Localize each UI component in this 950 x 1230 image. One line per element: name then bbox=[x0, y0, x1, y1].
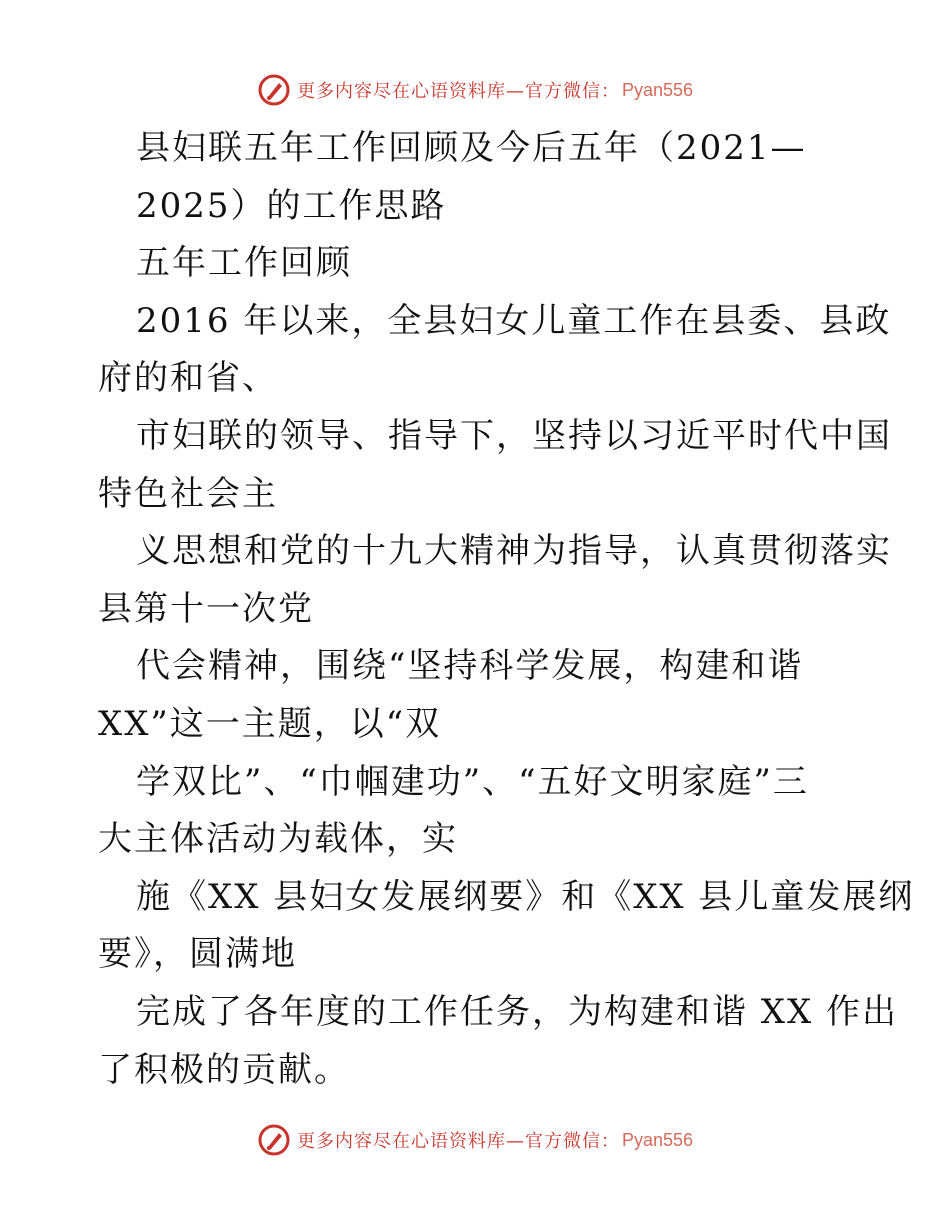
footer-banner-contact: Pyan556 bbox=[621, 1129, 694, 1150]
header-banner-text: 更多内容尽在心语资料库—官方微信： bbox=[296, 81, 620, 102]
pen-nib-logo-icon bbox=[257, 73, 291, 107]
header-banner-contact: Pyan556 bbox=[621, 79, 694, 100]
paragraph-line: 大主体活动为载体，实 bbox=[98, 819, 458, 860]
footer-banner-text: 更多内容尽在心语资料库—官方微信： bbox=[296, 1131, 620, 1152]
paragraph-line: 县第十一次党 bbox=[98, 588, 314, 629]
paragraph-line: 要》，圆满地 bbox=[98, 934, 297, 975]
paragraph-line: 完成了各年度的工作任务，为构建和谐 XX 作出 bbox=[136, 991, 899, 1032]
footer-banner bbox=[0, 1120, 950, 1160]
paragraph-line: 府的和省、 bbox=[98, 358, 278, 399]
paragraph-line: 施《XX 县妇女发展纲要》和《XX 县儿童发展纲 bbox=[136, 876, 915, 917]
title-line-2: 2025）的工作思路 bbox=[136, 185, 447, 226]
document-body bbox=[98, 120, 915, 1099]
section-heading: 五年工作回顾 bbox=[136, 243, 352, 284]
paragraph-line: 了积极的贡献。 bbox=[98, 1049, 350, 1090]
paragraph-line: XX”这一主题，以“双 bbox=[98, 703, 442, 744]
paragraph-line: 市妇联的领导、指导下，坚持以习近平时代中国 bbox=[136, 415, 892, 456]
paragraph-line: 特色社会主 bbox=[98, 473, 278, 514]
paragraph-line: 学双比”、“巾帼建功”、“五好文明家庭”三 bbox=[136, 761, 809, 802]
paragraph-line: 代会精神，围绕“坚持科学发展，构建和谐 bbox=[136, 646, 804, 687]
title-line-1: 县妇联五年工作回顾及今后五年（2021— bbox=[136, 128, 807, 168]
header-banner bbox=[0, 70, 950, 110]
paragraph-line: 2016 年以来，全县妇女儿童工作在县委、县政 bbox=[136, 300, 892, 341]
pen-nib-logo-icon bbox=[257, 1123, 291, 1157]
paragraph-line: 义思想和党的十九大精神为指导，认真贯彻落实 bbox=[136, 531, 892, 572]
